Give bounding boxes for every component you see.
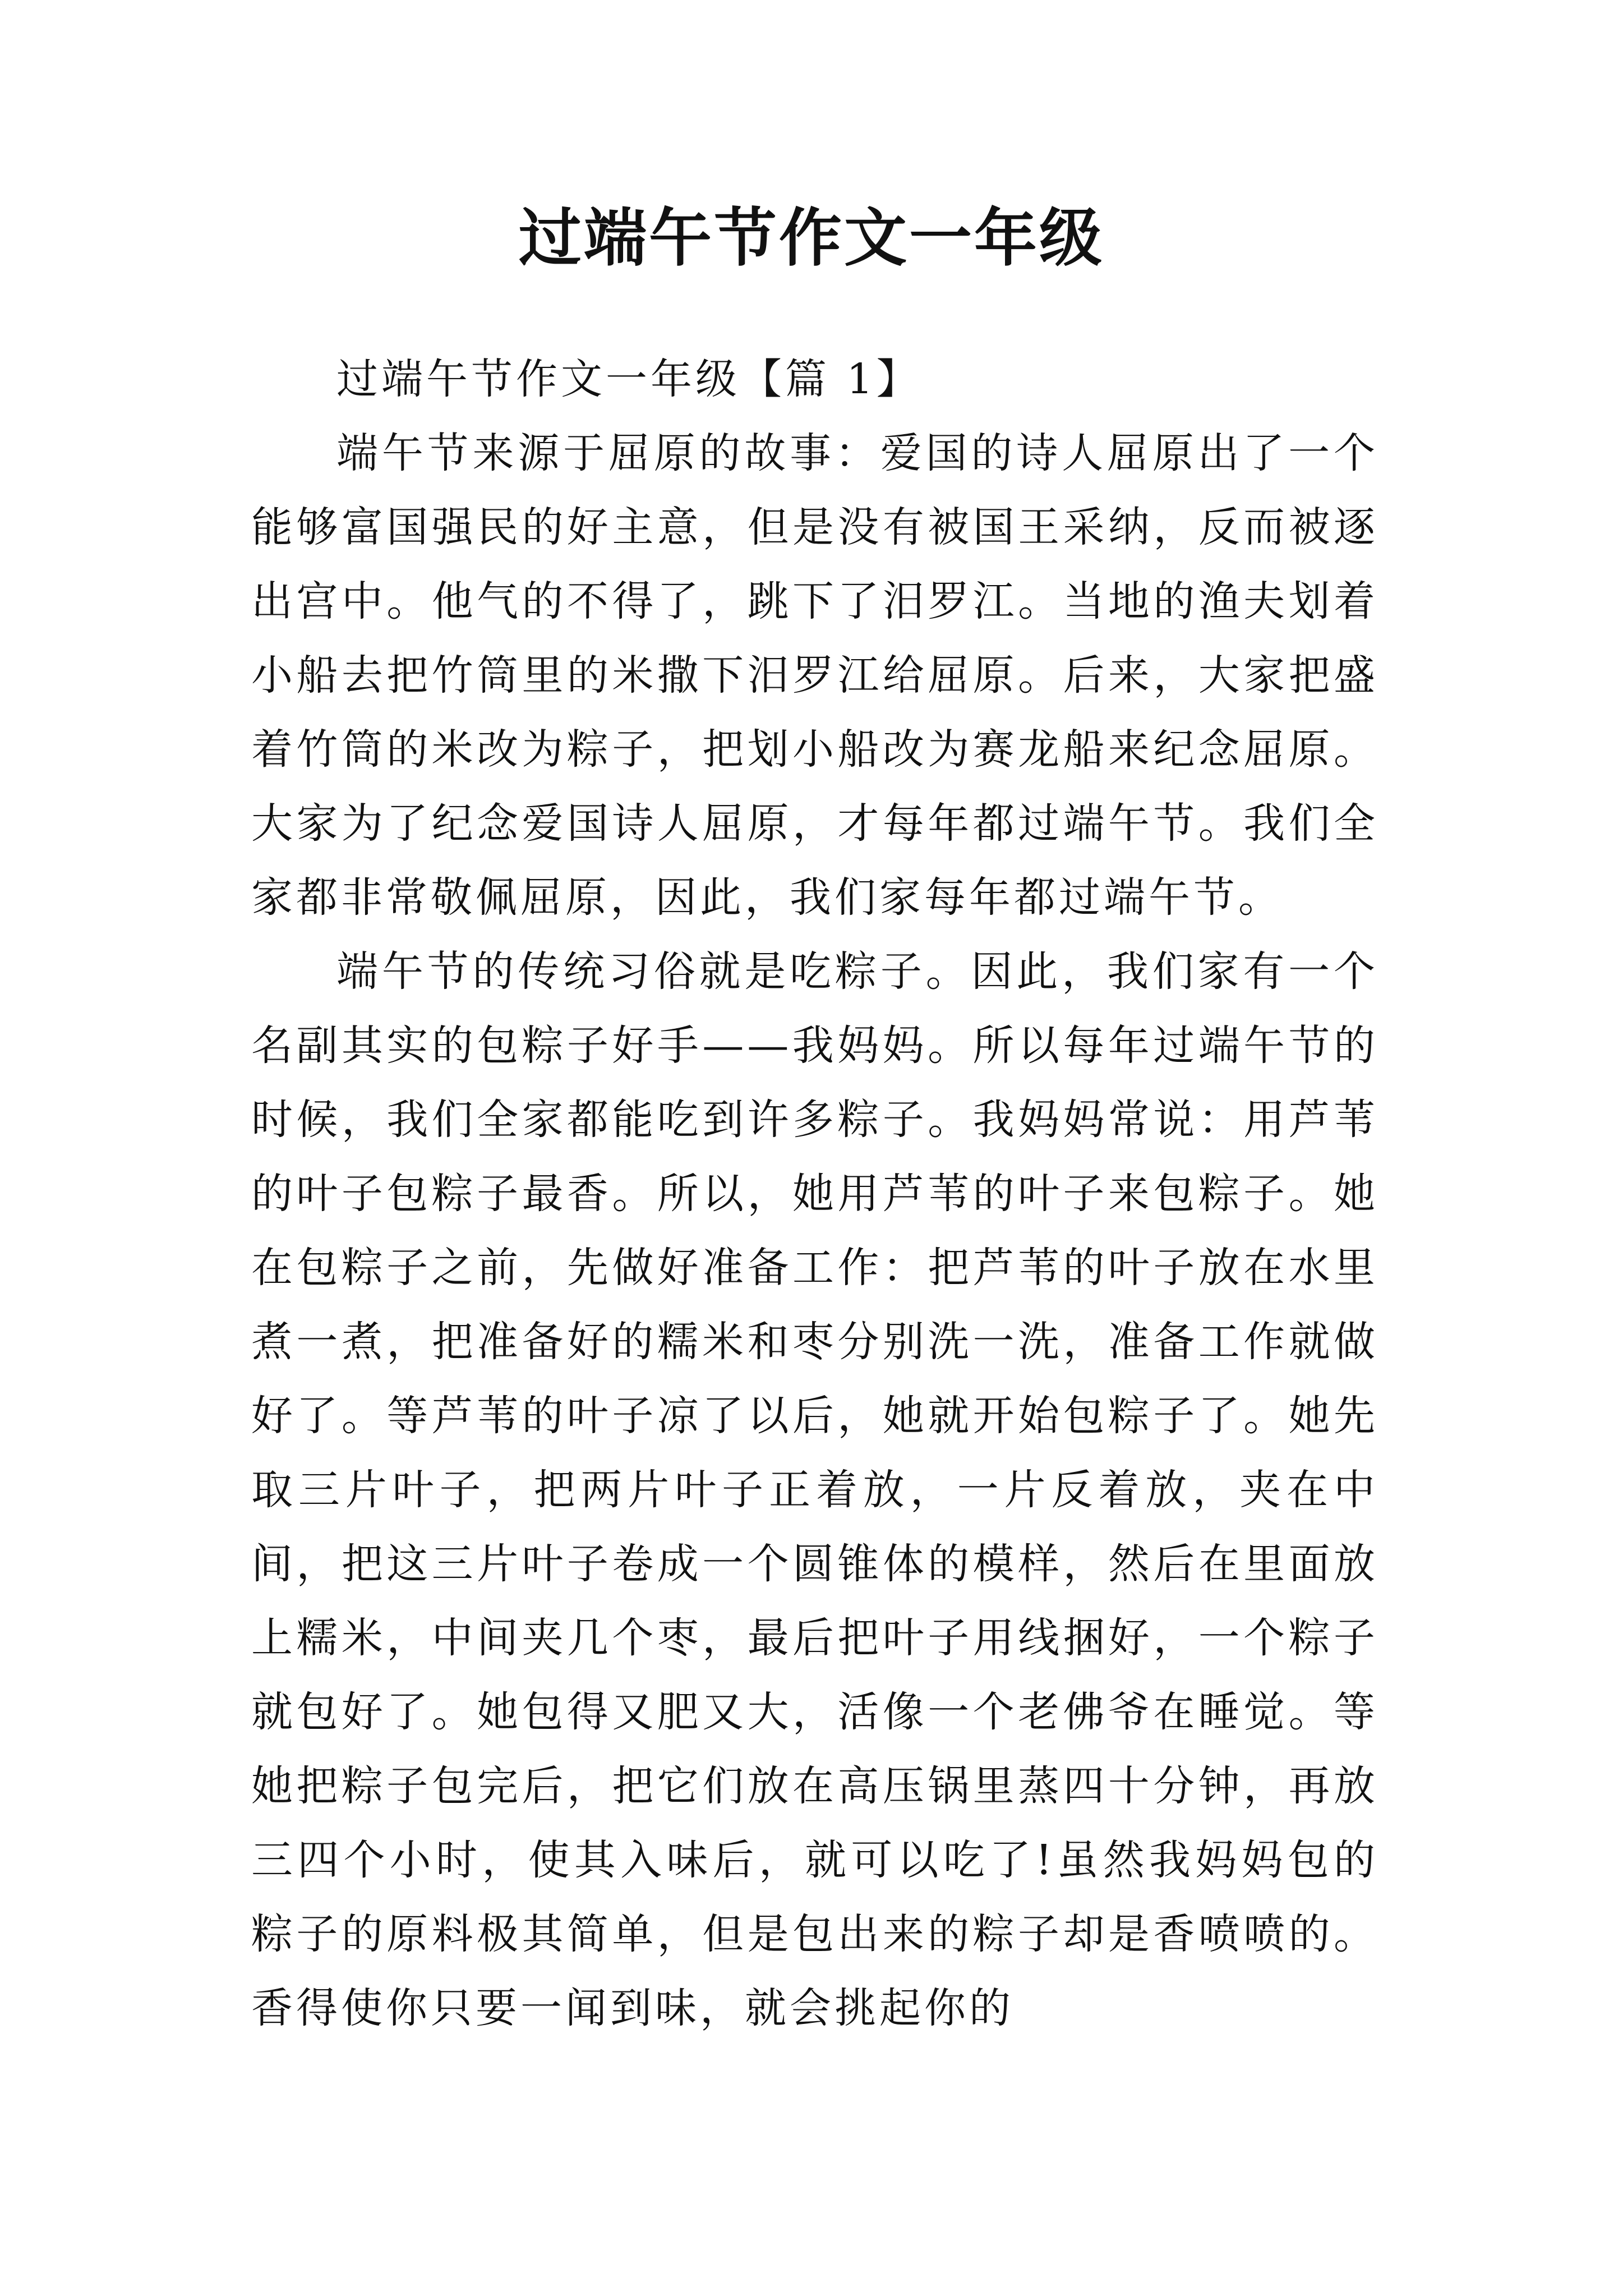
document-body: [251, 342, 1378, 2045]
paragraph-origin-story: 端午节来源于屈原的故事：爱国的诗人屈原出了一个能够富国强民的好主意，但是没有被国王采纳，反而被逐出宫中。他气的不得了，跳下了汨罗江。当地的渔夫划着小船去把竹筒里的米撒下汨罗江给屈原。后来，大家把盛着竹筒的米改为粽子，把划小船改为赛龙船来纪念屈原。大家为了纪念爱国诗人屈原，才每年都过端午节。我们全家都非常敬佩屈原，因此，我们家每年都过端午节。: [251, 429, 1378, 922]
paragraph-zongzi-custom: 端午节的传统习俗就是吃粽子。因此，我们家有一个名副其实的包粽子好手——我妈妈。所以每年过端午节的时候，我们全家都能吃到许多粽子。我妈妈常说：用芦苇的叶子包粽子最香。所以，她用芦苇的叶子来包粽子。她在包粽子之前，先做好准备工作：把芦苇的叶子放在水里煮一煮，把准备好的糯米和枣分别洗一洗，准备工作就做好了。等芦苇的叶子凉了以后，她就开始包粽子了。她先取三片叶子，把两片叶子正着放，一片反着放，夹在中间，把这三片叶子卷成一个圆锥体的模样，然后在里面放上糯米，中间夹几个枣，最后把叶子用线捆好，一个粽子就包好了。她包得又肥又大，活像一个老佛爷在睡觉。等她把粽子包完后，把它们放在高压锅里蒸四十分钟，再放三四个小时，使其入味后，就可以吃了!虽然我妈妈包的粽子的原料极其简单，但是包出来的粽子却是香喷喷的。香得使你只要一闻到味，就会挑起你的: [251, 947, 1378, 2032]
document-title: 过端午节作文一年级: [519, 201, 1104, 275]
section-heading: 过端午节作文一年级【篇 1】: [336, 355, 921, 403]
